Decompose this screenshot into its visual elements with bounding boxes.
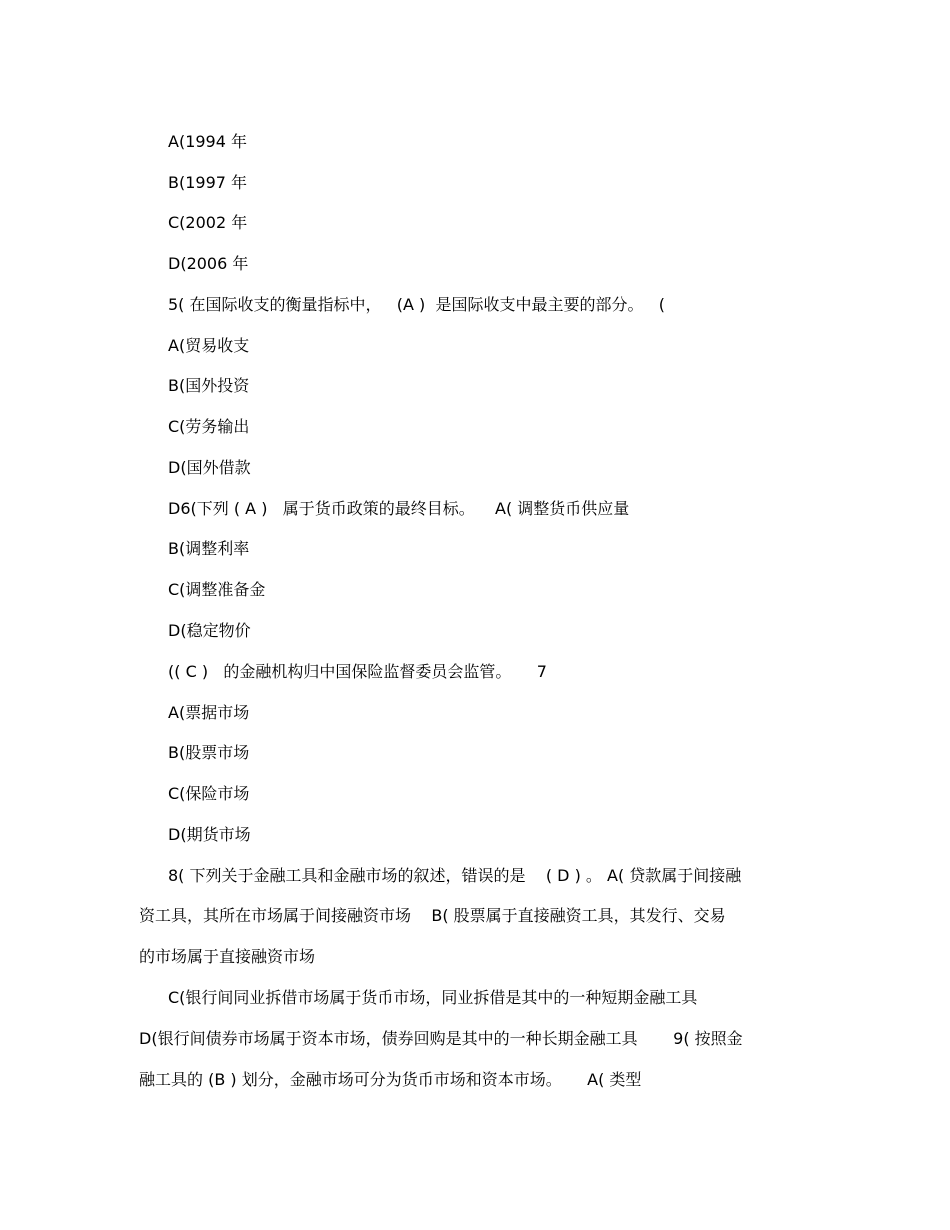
option-line: D(国外借款	[168, 458, 251, 477]
question-line: (( C ) 的金融机构归中国保险监督委员会监管。 7	[168, 662, 547, 681]
question-line: 8( 下列关于金融工具和金融市场的叙述，错误的是 ( D ) 。 A( 贷款属于间接融	[168, 866, 742, 885]
option-line: D(期货市场	[168, 825, 251, 844]
option-line: C(调整准备金	[168, 580, 266, 599]
paragraph-line: 资工具，其所在市场属于间接融资市场 B( 股票属于直接融资工具，其发行、交易	[139, 906, 726, 925]
paragraph-line: C(银行间同业拆借市场属于货币市场，同业拆借是其中的一种短期金融工具	[168, 988, 698, 1007]
option-line: B(国外投资	[168, 376, 250, 395]
question-line: D6(下列 ( A ) 属于货币政策的最终目标。 A( 调整货币供应量	[168, 499, 630, 518]
option-line: B(调整利率	[168, 539, 250, 558]
option-line: A(1994 年	[168, 132, 247, 151]
option-line: C(劳务输出	[168, 417, 250, 436]
paragraph-line: 的市场属于直接融资市场	[139, 947, 316, 966]
option-line: B(1997 年	[168, 173, 248, 192]
option-line: C(保险市场	[168, 784, 250, 803]
option-line: D(2006 年	[168, 254, 249, 273]
paragraph-line: D(银行间债券市场属于资本市场，债券回购是其中的一种长期金融工具 9( 按照金	[139, 1029, 743, 1048]
option-line: A(贸易收支	[168, 336, 250, 355]
question-line: 5( 在国际收支的衡量指标中， (A ) 是国际收支中最主要的部分。 (	[168, 295, 665, 314]
option-line: B(股票市场	[168, 743, 250, 762]
option-line: C(2002 年	[168, 213, 248, 232]
option-line: D(稳定物价	[168, 621, 251, 640]
paragraph-line: 融工具的 (B ) 划分，金融市场可分为货币市场和资本市场。 A( 类型	[139, 1070, 642, 1089]
option-line: A(票据市场	[168, 703, 250, 722]
